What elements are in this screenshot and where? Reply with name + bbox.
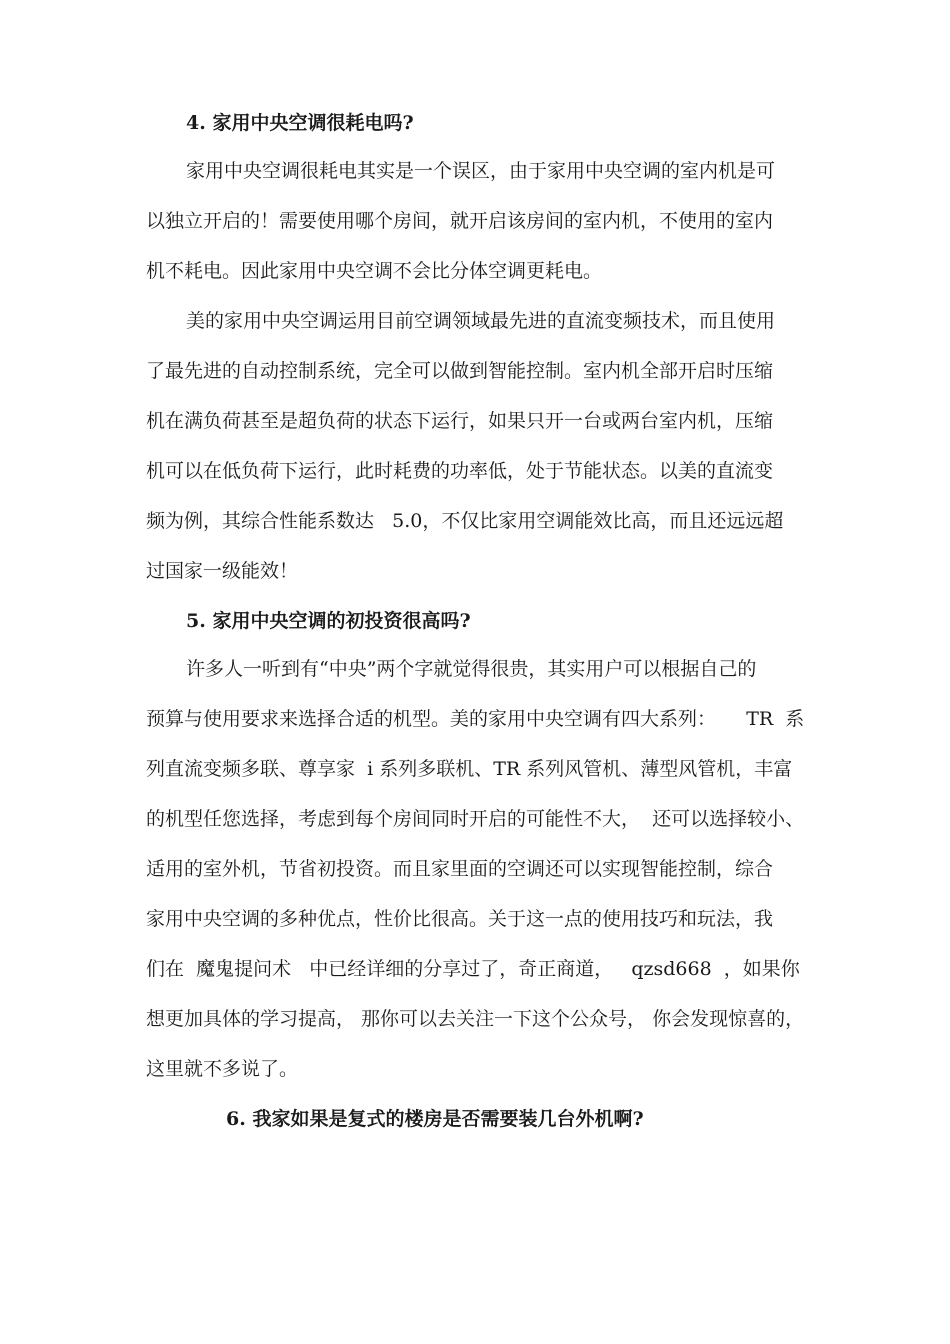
paragraph-line: 适用的室外机，节省初投资。而且家里面的空调还可以实现智能控制，综合 [146, 858, 774, 880]
paragraph-line: 家用中央空调的多种优点，性价比很高。关于这一点的使用技巧和玩法，我 [146, 908, 774, 930]
paragraph-line: 预算与使用要求来选择合适的机型。美的家用中央空调有四大系列： TR 系 [146, 708, 805, 730]
paragraph-line: 过国家一级能效！ [146, 560, 299, 582]
paragraph-line: 频为例，其综合性能系数达 5.0，不仅比家用空调能效比高，而且还远远超 [146, 510, 784, 532]
paragraph-line: 以独立开启的！需要使用哪个房间，就开启该房间的室内机，不使用的室内 [146, 210, 774, 232]
section-heading: 4. 家用中央空调很耗电吗? [186, 112, 414, 134]
section-heading: 5. 家用中央空调的初投资很高吗? [186, 610, 471, 632]
paragraph-line: 的机型任您选择，考虑到每个房间同时开启的可能性不大， 还可以选择较小、 [146, 808, 805, 830]
paragraph-line: 家用中央空调很耗电其实是一个误区，由于家用中央空调的室内机是可 [186, 160, 776, 182]
paragraph-line: 列直流变频多联、尊享家 i 系列多联机、TR 系列风管机、薄型风管机，丰富 [146, 758, 793, 780]
paragraph-line: 想更加具体的学习提高， 那你可以去关注一下这个公众号， 你会发现惊喜的， [146, 1008, 805, 1030]
paragraph-line: 们在 魔鬼提问术 中已经详细的分享过了，奇正商道， qzsd668 ，如果你 [146, 958, 800, 980]
paragraph-line: 机不耗电。因此家用中央空调不会比分体空调更耗电。 [146, 260, 603, 282]
paragraph-line: 许多人一听到有“中央”两个字就觉得很贵，其实用户可以根据自己的 [186, 658, 757, 680]
paragraph-line: 机在满负荷甚至是超负荷的状态下运行，如果只开一台或两台室内机，压缩 [146, 410, 774, 432]
paragraph-line: 美的家用中央空调运用目前空调领域最先进的直流变频技术，而且使用 [186, 310, 776, 332]
paragraph-line: 了最先进的自动控制系统，完全可以做到智能控制。室内机全部开启时压缩 [146, 360, 774, 382]
section-heading: 6. 我家如果是复式的楼房是否需要装几台外机啊? [226, 1108, 644, 1130]
paragraph-line: 这里就不多说了。 [146, 1058, 299, 1080]
paragraph-line: 机可以在低负荷下运行，此时耗费的功率低，处于节能状态。以美的直流变 [146, 460, 774, 482]
